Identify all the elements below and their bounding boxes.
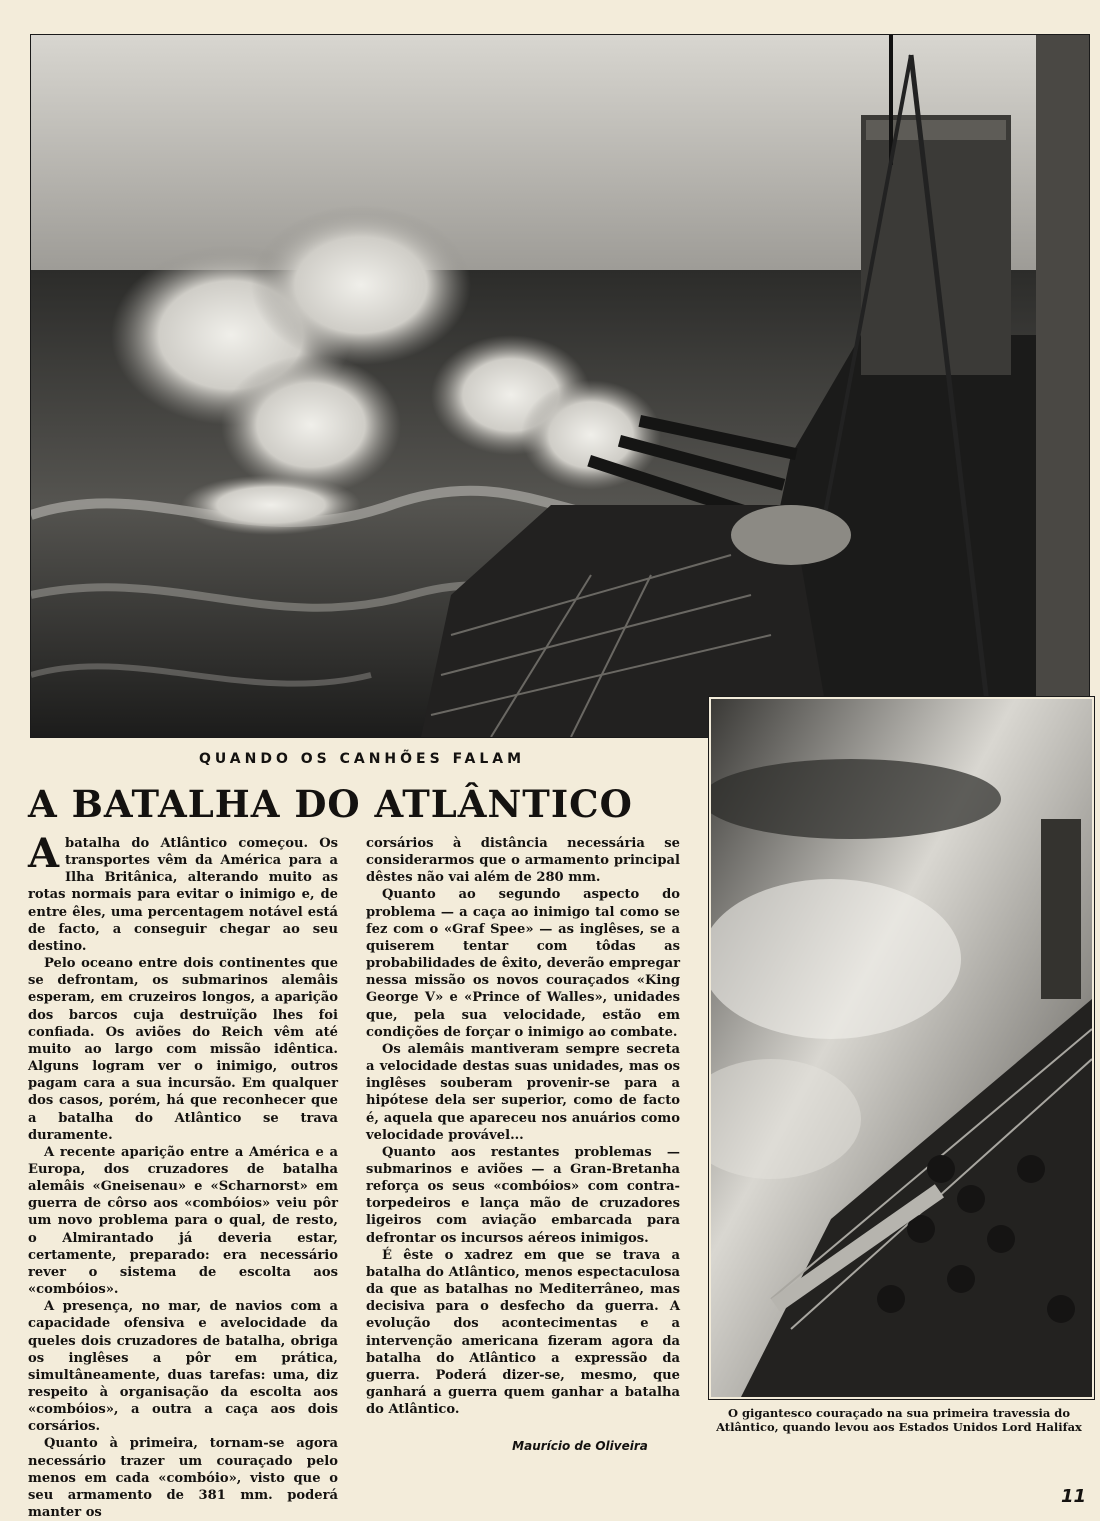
page-number: 11	[1060, 1486, 1086, 1507]
paragraph: Quanto aos restantes problemas — submarinos e aviões — a Gran-Bretanha reforça os seus «combóios» com contra-torpedeiros e lança mão de cruzadores ligeiros com aviação embarcada para defrontar os incursos aéreos inimigos.	[366, 1144, 680, 1246]
paragraph: Os alemâis mantiveram sempre secreta a velocidade destas suas unidades, mas os inglêses souberam provenir-se para a hipótese dela ser superior, como de facto é, aquela que apareceu nos anuários como velocidade provável...	[366, 1041, 680, 1143]
paragraph	[28, 830, 338, 955]
paragraph: corsários à distância necessária se considerarmos que o armamento principal dêstes não vai além de 280 mm.	[366, 836, 680, 886]
battleship-firing-photo	[30, 34, 1090, 738]
battleship-guns-firing-photo-icon	[31, 35, 1089, 737]
drop-cap: A	[28, 830, 60, 877]
article-headline: A BATALHA DO ATLÂNTICO	[28, 782, 633, 826]
article-column-right	[366, 835, 680, 1418]
paragraph: A recente aparição entre a América e a Europa, dos cruzadores de batalha alemâis «Gneisenau» e «Scharnorst» em guerra de côrso aos «combóios» veiu pôr um novo problema para o qual, de resto, o Almirantado já deveria estar, certamente, preparado: era necessário rever o sistema de escolta aos «combóios».	[28, 1144, 338, 1298]
battleship-deck-crew-photo-icon	[711, 699, 1092, 1397]
paragraph: Quanto à primeira, tornam-se agora necessário trazer um couraçado pelo menos em cada «combóio», visto que o seu armamento de 381 mm. poderá manter os	[28, 1436, 338, 1521]
paragraph: Quanto ao segundo aspecto do problema — a caça ao inimigo tal como se fez com o «Graf Spee» — as inglêses, se a quiserem tentar com tôdas as probabilidades de êxito, deverão empregar nessa missão os novos couraçados «King George V» e «Prince of Walles», unidades que, pela sua velocidade, estão em condições de forçar o inimigo ao combate.	[366, 887, 680, 1040]
article-kicker: QUANDO OS CANHÕES FALAM	[198, 751, 526, 767]
author-byline: Maurício de Oliveira	[512, 1439, 648, 1453]
photo-caption: O gigantesco couraçado na sua primeira travessia do Atlântico, quando levou aos Estados Unidos Lord Halifax	[716, 1406, 1082, 1434]
ship-deck-crew-photo	[709, 697, 1094, 1399]
paragraph: Pelo oceano entre dois continentes que se defrontam, os submarinos alemâis esperam, em cruzeiros longos, a aparição dos barcos cuja destruïção lhes foi confiada. Os aviões do Reich vêm até muito ao largo com missão idêntica. Alguns logram ver o inimigo, outros pagam cara a sua incursão. Em qualquer dos casos, porém, há que reconhecer que a batalha do Atlântico se trava duramente.	[28, 956, 338, 1143]
article-column-left	[28, 830, 338, 1521]
paragraph: É êste o xadrez em que se trava a batalha do Atlântico, menos espectaculosa da que as batalhas no Mediterrâneo, mas decisiva para o desfecho da guerra. A evolução dos acontecimentas e a intervenção americana fizeram agora da batalha do Atlântico a expressão da guerra. Poderá dizer-se, mesmo, que ganhará a guerra quem ganhar a batalha do Atlântico.	[366, 1247, 680, 1418]
paragraph: A presença, no mar, de navios com a capacidade ofensiva e avelocidade da queles dois cruzadores de batalha, obriga os inglêses a pôr em prática, simultâneamente, duas tarefas: uma, diz respeito à organisação da escolta aos «combóios», a outra a caça aos dois corsários.	[28, 1299, 338, 1435]
paragraph-text: batalha do Atlântico começou. Os transportes vêm da América para a Ilha Britânica, alterando muito as rotas normais para evitar o inimigo e, de entre êles, uma percentagem notável está de facto, a conseguir chegar ao seu destino.	[28, 836, 338, 954]
